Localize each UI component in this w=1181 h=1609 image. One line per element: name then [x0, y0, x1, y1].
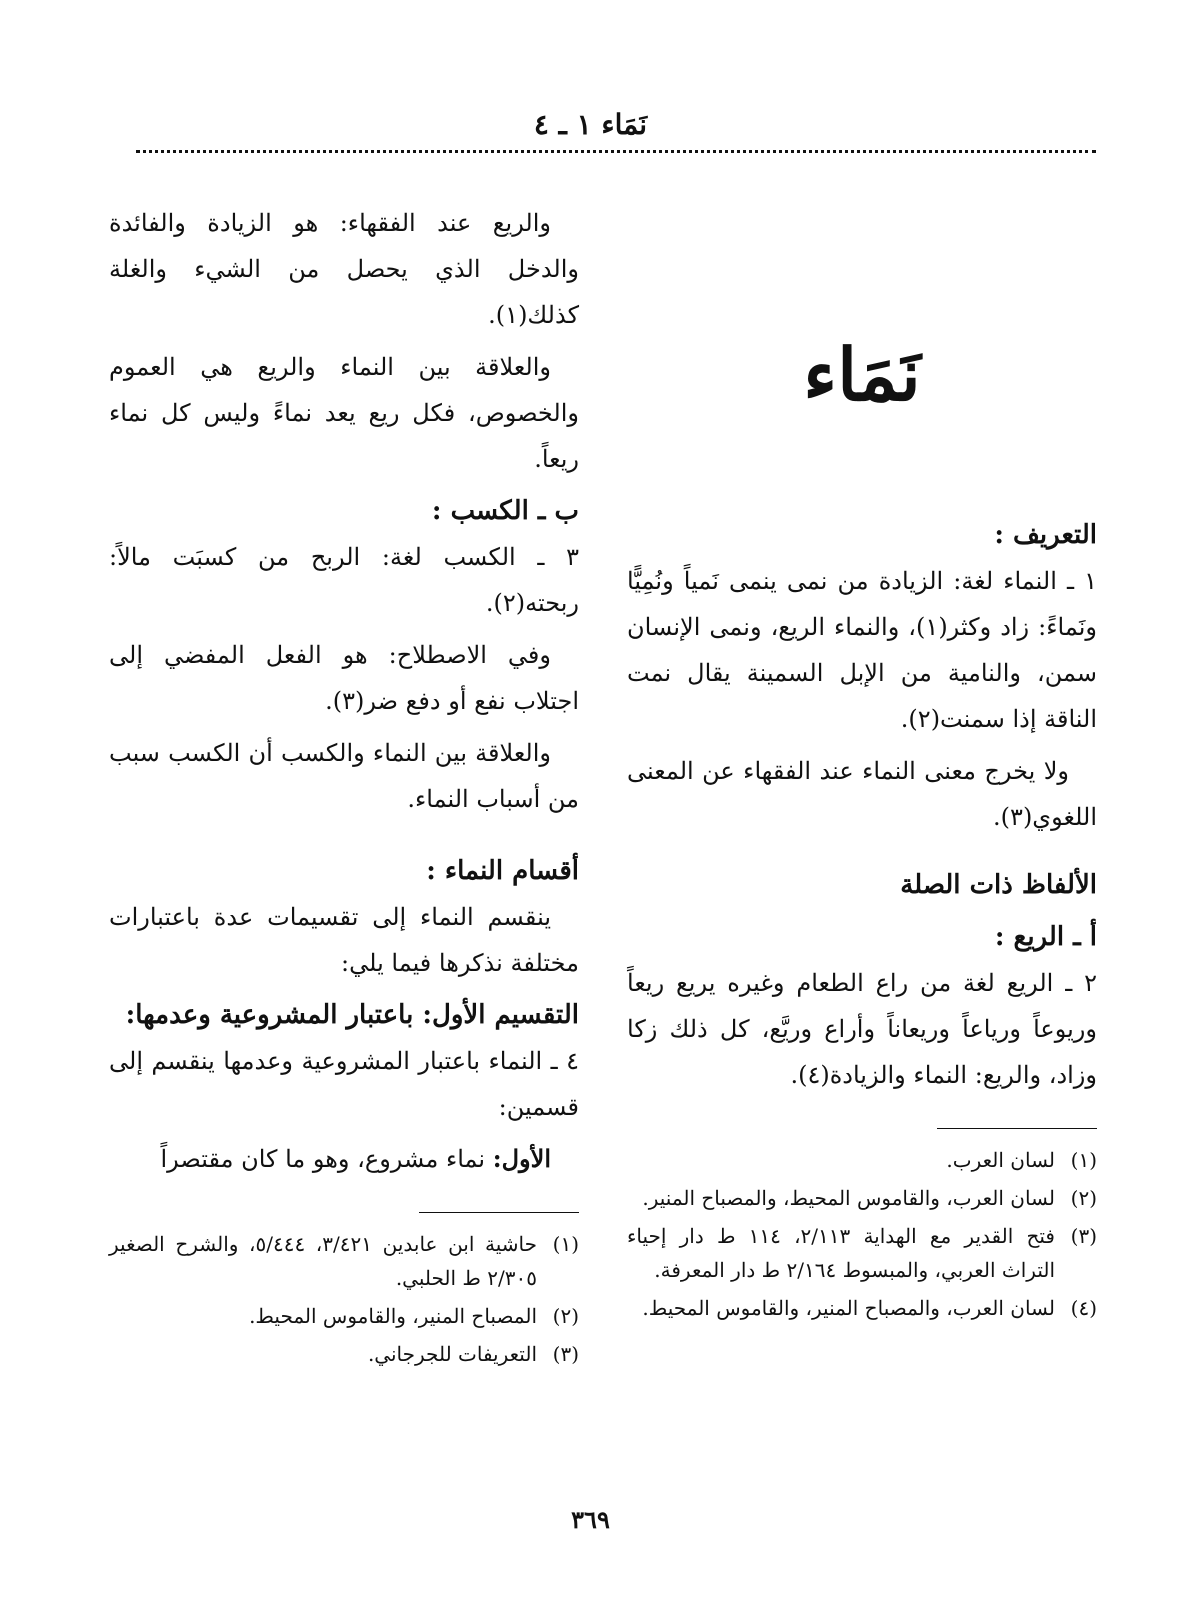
footnote-text: المصباح المنير، والقاموس المحيط.: [249, 1304, 537, 1328]
running-head: نَمَاء ١ ـ ٤: [533, 108, 648, 141]
right-footnotes: [627, 1143, 1097, 1325]
footnote-text: فتح القدير مع الهداية ٢/١١٣، ١١٤ ط دار إحياء التراث العربي، والمبسوط ٢/١٦٤ ط دار المعرفة.: [627, 1224, 1055, 1282]
paragraph-8: والعلاقة بين النماء والكسب أن الكسب سبب من أسباب النماء.: [109, 739, 579, 813]
first-label: الأول:: [492, 1144, 551, 1173]
divisions-heading: أقسام النماء :: [426, 856, 579, 886]
footnote-number: (٢): [552, 1304, 579, 1328]
left-column: [109, 200, 579, 1375]
paragraph-2: ولا يخرج معنى النماء عند الفقهاء عن المعنى اللغوي(٣).: [627, 757, 1097, 831]
footnote: [109, 1227, 579, 1295]
paragraph-4: والريع عند الفقهاء: هو الزيادة والفائدة والدخل الذي يحصل من الشيء والغلة كذلك(١).: [109, 209, 579, 329]
definition-heading: التعريف :: [994, 520, 1097, 550]
footnote: [109, 1299, 579, 1333]
footnote: [109, 1337, 579, 1371]
paragraph-1: ١ ـ النماء لغة: الزيادة من نمى ينمى نَمياً ونُمِيًّا ونَماءً: زاد وكثر(١)، والنماء الريع، ونمى الإنسان سمن، والنامية من الإبل السمينة يقال نمت الناقة إذا سمنت(٢).: [627, 567, 1098, 733]
page-number: ٣٦٩: [571, 1505, 610, 1534]
paragraph-10: ٤ ـ النماء باعتبار المشروعية وعدمها ينقسم إلى قسمين:: [109, 1047, 579, 1121]
paragraph-7: وفي الاصطلاح: هو الفعل المفضي إلى اجتلاب نفع أو دفع ضر(٣).: [109, 641, 579, 715]
first-division-heading: التقسيم الأول: باعتبار المشروعية وعدمها:: [125, 1000, 579, 1030]
paragraph-6: ٣ ـ الكسب لغة: الربح من كسبَت مالاً: ربحته(٢).: [109, 543, 580, 617]
paragraph-5: والعلاقة بين النماء والريع هي العموم والخصوص، فكل ريع يعد نماءً وليس كل نماء ريعاً.: [109, 353, 579, 473]
footnote-rule: [419, 1212, 579, 1213]
footnote-number: (١): [1070, 1148, 1097, 1172]
paragraph-3: ٢ ـ الريع لغة من راع الطعام وغيره يريع ريعاً وريوعاً ورياعاً وريعاناً وأراع وريَّع، كل ذلك زكا وزاد، والريع: النماء والزيادة(٤).: [627, 969, 1097, 1089]
right-column: [627, 330, 1097, 1329]
left-footnotes: [109, 1227, 579, 1371]
footnote-text: التعريفات للجرجاني.: [367, 1342, 537, 1366]
footnote: [627, 1143, 1097, 1177]
footnote: [627, 1291, 1097, 1325]
footnote-text: حاشية ابن عابدين ٣/٤٢١، ٥/٤٤٤، والشرح الصغير ٢/٣٠٥ ط الحلبي.: [109, 1232, 538, 1290]
footnote: [627, 1181, 1097, 1215]
paragraph-11: [109, 1136, 579, 1182]
header-dotted-rule: [136, 150, 1096, 153]
paragraph-11-text: نماء مشروع، وهو ما كان مقتصراً: [160, 1145, 486, 1173]
rib-heading: أ ـ الريع :: [994, 922, 1097, 952]
footnote-number: (٤): [1070, 1296, 1097, 1320]
footnote-text: لسان العرب، والمصباح المنير، والقاموس المحيط.: [642, 1296, 1055, 1320]
paragraph-9: ينقسم النماء إلى تقسيمات عدة باعتبارات مختلفة نذكرها فيما يلي:: [109, 903, 579, 977]
footnote: [627, 1219, 1097, 1287]
kasb-heading: ب ـ الكسب :: [431, 496, 579, 526]
footnote-text: لسان العرب.: [946, 1148, 1055, 1172]
footnote-rule: [937, 1128, 1097, 1129]
footnote-number: (٣): [1070, 1224, 1097, 1248]
footnote-number: (١): [552, 1232, 580, 1256]
related-terms-heading: الألفاظ ذات الصلة: [900, 870, 1097, 900]
footnote-number: (٣): [552, 1342, 579, 1366]
footnote-number: (٢): [1070, 1186, 1097, 1210]
article-title: نَمَاء: [803, 332, 921, 417]
footnote-text: لسان العرب، والقاموس المحيط، والمصباح المنير.: [642, 1186, 1055, 1210]
